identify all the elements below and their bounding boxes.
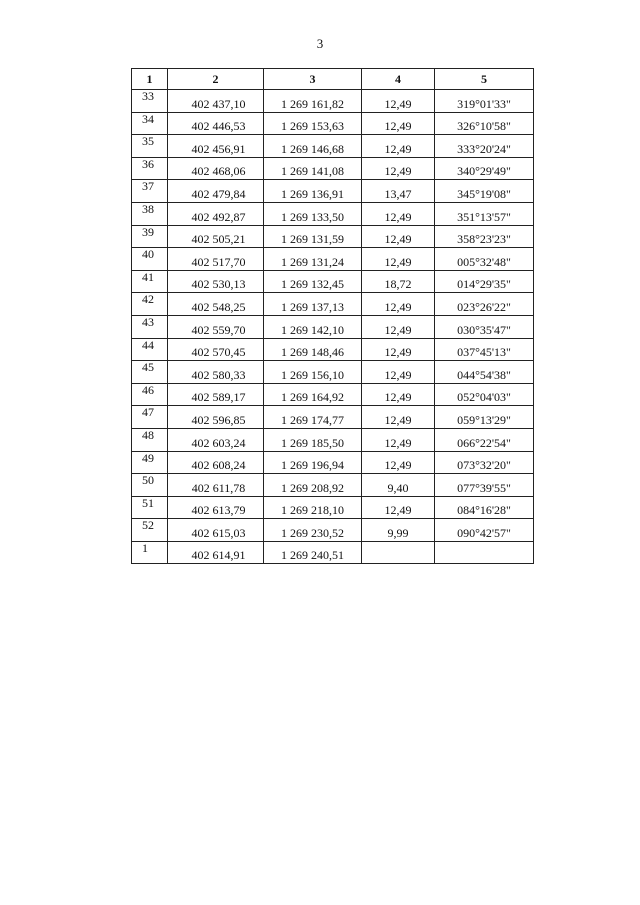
distance-cell: 12,49	[362, 406, 435, 429]
table-row	[132, 135, 534, 158]
bearing-cell: 090°42'57"	[435, 519, 534, 542]
distance-cell: 12,49	[362, 338, 435, 361]
distance-cell: 12,49	[362, 112, 435, 135]
x-coordinate-cell: 402 570,45	[168, 338, 264, 361]
point-number-cell: 41	[132, 270, 168, 293]
bearing-cell: 066°22'54"	[435, 428, 534, 451]
y-coordinate-cell: 1 269 161,82	[264, 90, 362, 113]
table-row	[132, 474, 534, 497]
x-coordinate-cell: 402 559,70	[168, 315, 264, 338]
distance-cell: 13,47	[362, 180, 435, 203]
y-coordinate-cell: 1 269 164,92	[264, 383, 362, 406]
y-coordinate-cell: 1 269 137,13	[264, 293, 362, 316]
column-header: 4	[362, 69, 435, 90]
point-number-cell: 39	[132, 225, 168, 248]
table-row	[132, 451, 534, 474]
distance-cell: 12,49	[362, 202, 435, 225]
y-coordinate-cell: 1 269 131,59	[264, 225, 362, 248]
y-coordinate-cell: 1 269 196,94	[264, 451, 362, 474]
table-row	[132, 157, 534, 180]
distance-cell: 12,49	[362, 428, 435, 451]
y-coordinate-cell: 1 269 131,24	[264, 248, 362, 271]
x-coordinate-cell: 402 492,87	[168, 202, 264, 225]
column-header: 5	[435, 69, 534, 90]
x-coordinate-cell: 402 530,13	[168, 270, 264, 293]
x-coordinate-cell: 402 468,06	[168, 157, 264, 180]
table-header-row	[132, 69, 534, 90]
bearing-cell: 052°04'03"	[435, 383, 534, 406]
x-coordinate-cell: 402 608,24	[168, 451, 264, 474]
point-number-cell: 42	[132, 293, 168, 316]
distance-cell: 12,49	[362, 496, 435, 519]
x-coordinate-cell: 402 603,24	[168, 428, 264, 451]
bearing-cell	[435, 541, 534, 564]
point-number-cell: 52	[132, 519, 168, 542]
point-number-cell: 35	[132, 135, 168, 158]
bearing-cell: 014°29'35"	[435, 270, 534, 293]
y-coordinate-cell: 1 269 148,46	[264, 338, 362, 361]
point-number-cell: 51	[132, 496, 168, 519]
distance-cell: 12,49	[362, 135, 435, 158]
bearing-cell: 084°16'28"	[435, 496, 534, 519]
point-number-cell: 36	[132, 157, 168, 180]
y-coordinate-cell: 1 269 218,10	[264, 496, 362, 519]
bearing-cell: 077°39'55"	[435, 474, 534, 497]
bearing-cell: 023°26'22"	[435, 293, 534, 316]
point-number-cell: 46	[132, 383, 168, 406]
point-number-cell: 44	[132, 338, 168, 361]
bearing-cell: 351°13'57"	[435, 202, 534, 225]
point-number-cell: 40	[132, 248, 168, 271]
table-row	[132, 361, 534, 384]
distance-cell: 12,49	[362, 293, 435, 316]
point-number-cell: 49	[132, 451, 168, 474]
distance-cell: 12,49	[362, 248, 435, 271]
distance-cell: 9,99	[362, 519, 435, 542]
bearing-cell: 326°10'58"	[435, 112, 534, 135]
distance-cell: 9,40	[362, 474, 435, 497]
table-row	[132, 248, 534, 271]
x-coordinate-cell: 402 614,91	[168, 541, 264, 564]
bearing-cell: 340°29'49"	[435, 157, 534, 180]
bearing-cell: 030°35'47"	[435, 315, 534, 338]
y-coordinate-cell: 1 269 174,77	[264, 406, 362, 429]
distance-cell: 12,49	[362, 90, 435, 113]
y-coordinate-cell: 1 269 133,50	[264, 202, 362, 225]
y-coordinate-cell: 1 269 141,08	[264, 157, 362, 180]
coordinates-table	[131, 68, 534, 564]
y-coordinate-cell: 1 269 153,63	[264, 112, 362, 135]
distance-cell: 12,49	[362, 383, 435, 406]
point-number-cell: 38	[132, 202, 168, 225]
x-coordinate-cell: 402 615,03	[168, 519, 264, 542]
column-header: 2	[168, 69, 264, 90]
table-row	[132, 428, 534, 451]
point-number-cell: 50	[132, 474, 168, 497]
point-number-cell: 45	[132, 361, 168, 384]
point-number-cell: 37	[132, 180, 168, 203]
distance-cell: 18,72	[362, 270, 435, 293]
distance-cell	[362, 541, 435, 564]
distance-cell: 12,49	[362, 451, 435, 474]
y-coordinate-cell: 1 269 230,52	[264, 519, 362, 542]
bearing-cell: 073°32'20"	[435, 451, 534, 474]
page-number: 3	[316, 36, 324, 51]
bearing-cell: 044°54'38"	[435, 361, 534, 384]
bearing-cell: 037°45'13"	[435, 338, 534, 361]
point-number-cell: 47	[132, 406, 168, 429]
bearing-cell: 059°13'29"	[435, 406, 534, 429]
bearing-cell: 005°32'48"	[435, 248, 534, 271]
point-number-cell: 48	[132, 428, 168, 451]
column-header: 3	[264, 69, 362, 90]
x-coordinate-cell: 402 589,17	[168, 383, 264, 406]
table-body	[132, 90, 534, 564]
distance-cell: 12,49	[362, 225, 435, 248]
column-header: 1	[132, 69, 168, 90]
table-row	[132, 519, 534, 542]
x-coordinate-cell: 402 437,10	[168, 90, 264, 113]
x-coordinate-cell: 402 548,25	[168, 293, 264, 316]
y-coordinate-cell: 1 269 185,50	[264, 428, 362, 451]
distance-cell: 12,49	[362, 315, 435, 338]
bearing-cell: 333°20'24"	[435, 135, 534, 158]
x-coordinate-cell: 402 596,85	[168, 406, 264, 429]
table-row	[132, 293, 534, 316]
point-number-cell: 33	[132, 90, 168, 113]
table-row	[132, 270, 534, 293]
table-row	[132, 90, 534, 113]
y-coordinate-cell: 1 269 132,45	[264, 270, 362, 293]
y-coordinate-cell: 1 269 136,91	[264, 180, 362, 203]
distance-cell: 12,49	[362, 157, 435, 180]
point-number-cell: 34	[132, 112, 168, 135]
bearing-cell: 319°01'33"	[435, 90, 534, 113]
y-coordinate-cell: 1 269 146,68	[264, 135, 362, 158]
bearing-cell: 358°23'23"	[435, 225, 534, 248]
x-coordinate-cell: 402 580,33	[168, 361, 264, 384]
x-coordinate-cell: 402 505,21	[168, 225, 264, 248]
bearing-cell: 345°19'08"	[435, 180, 534, 203]
distance-cell: 12,49	[362, 361, 435, 384]
x-coordinate-cell: 402 456,91	[168, 135, 264, 158]
x-coordinate-cell: 402 613,79	[168, 496, 264, 519]
x-coordinate-cell: 402 446,53	[168, 112, 264, 135]
table-row	[132, 383, 534, 406]
table-row	[132, 180, 534, 203]
table-row	[132, 338, 534, 361]
table-row	[132, 202, 534, 225]
x-coordinate-cell: 402 479,84	[168, 180, 264, 203]
table-row	[132, 496, 534, 519]
point-number-cell: 43	[132, 315, 168, 338]
table-row	[132, 225, 534, 248]
x-coordinate-cell: 402 517,70	[168, 248, 264, 271]
table-row	[132, 112, 534, 135]
point-number-cell: 1	[132, 541, 168, 564]
y-coordinate-cell: 1 269 240,51	[264, 541, 362, 564]
y-coordinate-cell: 1 269 208,92	[264, 474, 362, 497]
table-row	[132, 315, 534, 338]
y-coordinate-cell: 1 269 156,10	[264, 361, 362, 384]
y-coordinate-cell: 1 269 142,10	[264, 315, 362, 338]
x-coordinate-cell: 402 611,78	[168, 474, 264, 497]
table-row	[132, 541, 534, 564]
table-row	[132, 406, 534, 429]
